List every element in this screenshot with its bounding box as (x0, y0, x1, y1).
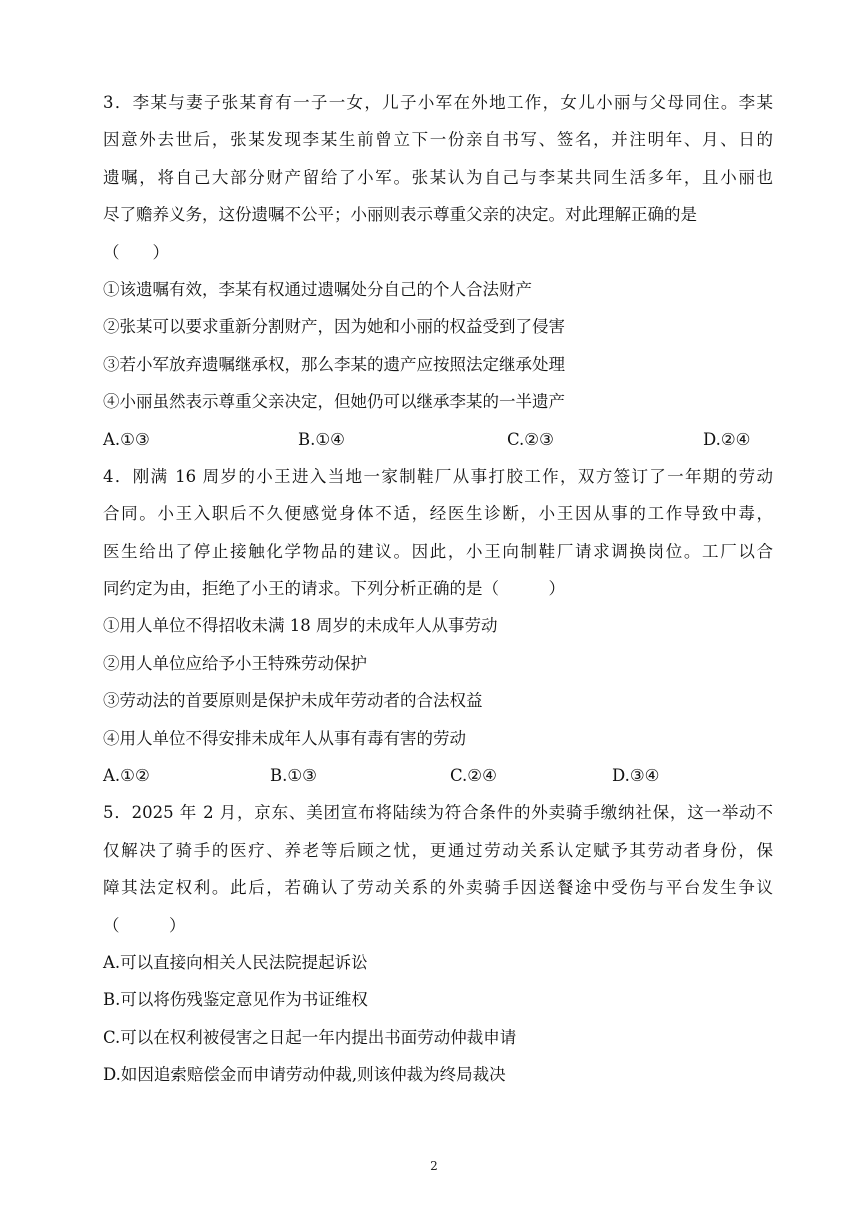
question-3-option-c: C.②③ (507, 429, 554, 449)
question-3-answer-bracket: （ ） (103, 242, 169, 262)
question-5 (103, 794, 773, 1093)
question-5-text-line: 仅解决了骑手的医疗、养老等后顾之忧，更通过劳动关系认定赋予其劳动者身份，保 (103, 840, 773, 860)
question-3-text-line: 3．李某与妻子张某育有一子一女，儿子小军在外地工作，女儿小丽与父母同住。李某 (103, 93, 773, 112)
question-4-statement: ①用人单位不得招收未满 18 周岁的未成年人从事劳动 (103, 616, 498, 636)
question-3-option-d: D.②④ (703, 429, 751, 449)
question-4-text-line: 同约定为由，拒绝了小王的请求。下列分析正确的是（ ） (103, 579, 565, 599)
question-4-option-a: A.①② (103, 766, 150, 786)
question-4 (103, 458, 773, 795)
question-3-text-line: 遗嘱，将自己大部分财产留给了小军。张某认为自己与李某共同生活多年，且小丽也 (103, 167, 773, 187)
question-4-option-b: B.①③ (270, 766, 317, 786)
question-3-option-a: A.①③ (103, 429, 150, 449)
question-3 (103, 84, 773, 458)
question-4-statement: ②用人单位应给予小王特殊劳动保护 (103, 653, 367, 673)
question-5-option-a: A.可以直接向相关人民法院提起诉讼 (103, 952, 368, 972)
question-4-option-d: D.③④ (612, 766, 660, 786)
question-5-text-line: 5．2025 年 2 月，京东、美团宣布将陆续为符合条件的外卖骑手缴纳社保，这一举动不 (103, 803, 773, 823)
question-5-answer-bracket: （ ） (103, 915, 186, 935)
question-3-statement: ①该遗嘱有效，李某有权通过遗嘱处分自己的个人合法财产 (103, 279, 532, 299)
question-4-statement: ③劳动法的首要原则是保护未成年劳动者的合法权益 (103, 691, 483, 711)
question-3-text-line: 尽了赡养义务，这份遗嘱不公平；小丽则表示尊重父亲的决定。对此理解正确的是 (103, 205, 697, 225)
question-5-option-b: B.可以将伤残鉴定意见作为书证维权 (103, 990, 368, 1010)
question-5-text-line: 障其法定权利。此后，若确认了劳动关系的外卖骑手因送餐途中受伤与平台发生争议 (103, 878, 773, 898)
question-4-text-line: 医生给出了停止接触化学物品的建议。因此，小王向制鞋厂请求调换岗位。工厂以合 (103, 541, 773, 561)
question-4-statement: ④用人单位不得安排未成年人从事有毒有害的劳动 (103, 728, 466, 748)
question-4-text-line: 4．刚满 16 周岁的小王进入当地一家制鞋厂从事打胶工作，双方签订了一年期的劳动 (103, 466, 773, 486)
question-3-statement: ④小丽虽然表示尊重父亲决定，但她仍可以继承李某的一半遗产 (103, 392, 565, 412)
page-number: 2 (430, 1159, 438, 1173)
question-3-options (103, 421, 773, 458)
question-3-statement: ②张某可以要求重新分割财产，因为她和小丽的权益受到了侵害 (103, 317, 565, 337)
question-3-option-b: B.①④ (298, 429, 345, 449)
question-4-options (103, 757, 773, 794)
question-4-option-c: C.②④ (450, 766, 497, 786)
question-3-statement: ③若小军放弃遗嘱继承权，那么李某的遗产应按照法定继承处理 (103, 354, 565, 374)
question-4-text-line: 合同。小王入职后不久便感觉身体不适，经医生诊断，小王因从事的工作导致中毒， (103, 504, 773, 524)
question-5-option-c: C.可以在权利被侵害之日起一年内提出书面劳动仲裁申请 (103, 1027, 517, 1047)
question-5-option-d: D.如因追索赔偿金而申请劳动仲裁,则该仲裁为终局裁决 (103, 1065, 506, 1085)
page-content (103, 84, 773, 1094)
question-3-text-line: 因意外去世后，张某发现李某生前曾立下一份亲自书写、签名，并注明年、月、日的 (103, 130, 773, 150)
